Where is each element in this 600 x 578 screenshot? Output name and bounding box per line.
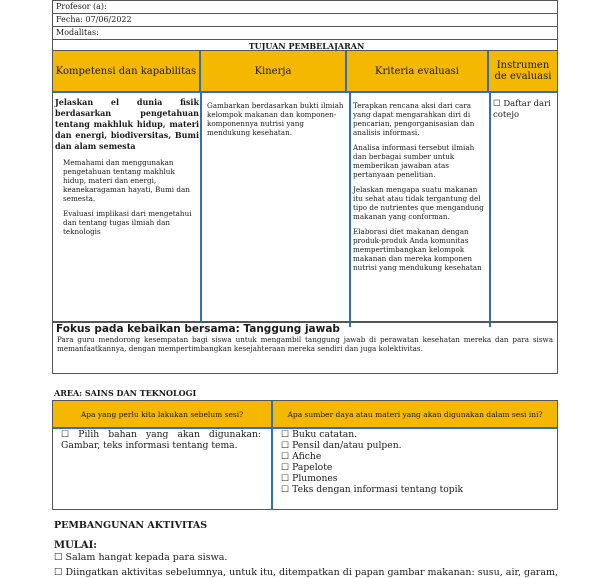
focus-box	[52, 322, 558, 374]
prep-header-before: Apa yang perlu kita lakukan sebelum sesi?	[53, 401, 273, 429]
list-item: ☐ Teks dengan informasi tentang topik	[281, 484, 464, 495]
list-item: ☐ Pensil dan/atau pulpen.	[281, 440, 402, 451]
list-item: ☐ Plumones	[281, 473, 338, 484]
kinerja-column	[201, 93, 351, 327]
header-kriteria: Kriteria evaluasi	[347, 51, 489, 93]
competency-column	[53, 93, 202, 323]
competency-main: Jelaskan el dunia fisik berdasarkan pengetahuan tentang makhluk hidup, materi dan energi, biodiversitas, Bumi dan alam semesta	[55, 97, 199, 151]
kinerja-text: Gambarkan berdasarkan bukti ilmiah kelompok makanan dan komponen-komponennya nutrisi yang mendukung kesehatan.	[207, 101, 344, 137]
area-title: AREA: SAINS DAN TEKNOLOGI	[54, 388, 197, 398]
mulai-title: MULAI:	[54, 540, 97, 551]
header-kompetensi: Kompetensi dan kapabilitas	[53, 51, 201, 93]
activity-line: ☐ Salam hangat kepada para siswa.	[54, 552, 228, 563]
preparation-table	[52, 400, 558, 510]
kriteria-item: Analisa informasi tersebut ilmiah dan berbagai sumber untuk memberikan jawaban atas pertanyaan penelitian.	[353, 143, 475, 179]
prep-header-resources: Apa sumber daya atau materi yang akan digunakan dalam sesi ini?	[273, 401, 557, 429]
kriteria-item: Jelaskan mengapa suatu makanan itu sehat atau tidak tergantung del tipo de nutrientes que mengandung makanan yang conforman.	[353, 185, 484, 221]
prep-before-text: ☐ Pilih bahan yang akan digunakan: Gambar, teks informasi tentang tema.	[61, 429, 261, 451]
section-title: TUJUAN PEMBELAJARAN	[248, 41, 365, 51]
build-title: PEMBANGUNAN AKTIVITAS	[54, 520, 208, 531]
kriteria-column	[347, 93, 491, 327]
learning-table	[52, 50, 558, 322]
prep-resources-list	[281, 429, 551, 495]
modalitas-label: Modalitas:	[53, 27, 557, 40]
header-instrumen: Instrumen de evaluasi	[489, 51, 557, 93]
competency-item: Evaluasi implikasi dari mengetahui dan tentang tugas ilmiah dan teknologis	[63, 209, 192, 236]
kriteria-item: Elaborasi diet makanan dengan produk-produk Anda komunitas mempertimbangkan kelompok makanan dan mereka komponen nutrisi yang mendukung kesehatan	[353, 227, 482, 272]
instrumen-column	[489, 93, 559, 325]
focus-text: Para guru mendorong kesempatan bagi siswa untuk mengambil tanggung jawab di perawatan kesehatan mereka dan para siswa memanfaatkannya, dengan mempertimbangkan kesejahteraan mereka sendiri dan juga kolektivitas.	[57, 335, 553, 353]
profesor-label: Profesor (a):	[53, 1, 557, 14]
kriteria-item: Terapkan rencana aksi dari cara yang dapat mengarahkan diri di pencarian, pengorganisasian dan analisis informasi.	[353, 101, 475, 137]
instrumen-text: ☐ Daftar dari cotejo	[493, 99, 551, 120]
competency-item: Memahami dan menggunakan pengetahuan tentang makhluk hidup, materi dan energi, keanekaragaman hayati, Bumi dan semesta.	[63, 158, 190, 203]
header-kinerja: Kinerja	[201, 51, 347, 93]
activity-line: ☐ Diingatkan aktivitas sebelumnya, untuk itu, ditempatkan di papan gambar makanan: susu, air, garam,	[54, 567, 559, 578]
list-item: ☐ Afiche	[281, 451, 322, 462]
header-box	[52, 0, 558, 53]
fecha-label: Fecha: 07/06/2022	[53, 14, 557, 27]
prep-divider	[271, 427, 273, 509]
list-item: ☐ Buku catatan.	[281, 429, 358, 440]
focus-title: Fokus pada kebaikan bersama: Tanggung jawab	[56, 323, 340, 335]
list-item: ☐ Papelote	[281, 462, 333, 473]
